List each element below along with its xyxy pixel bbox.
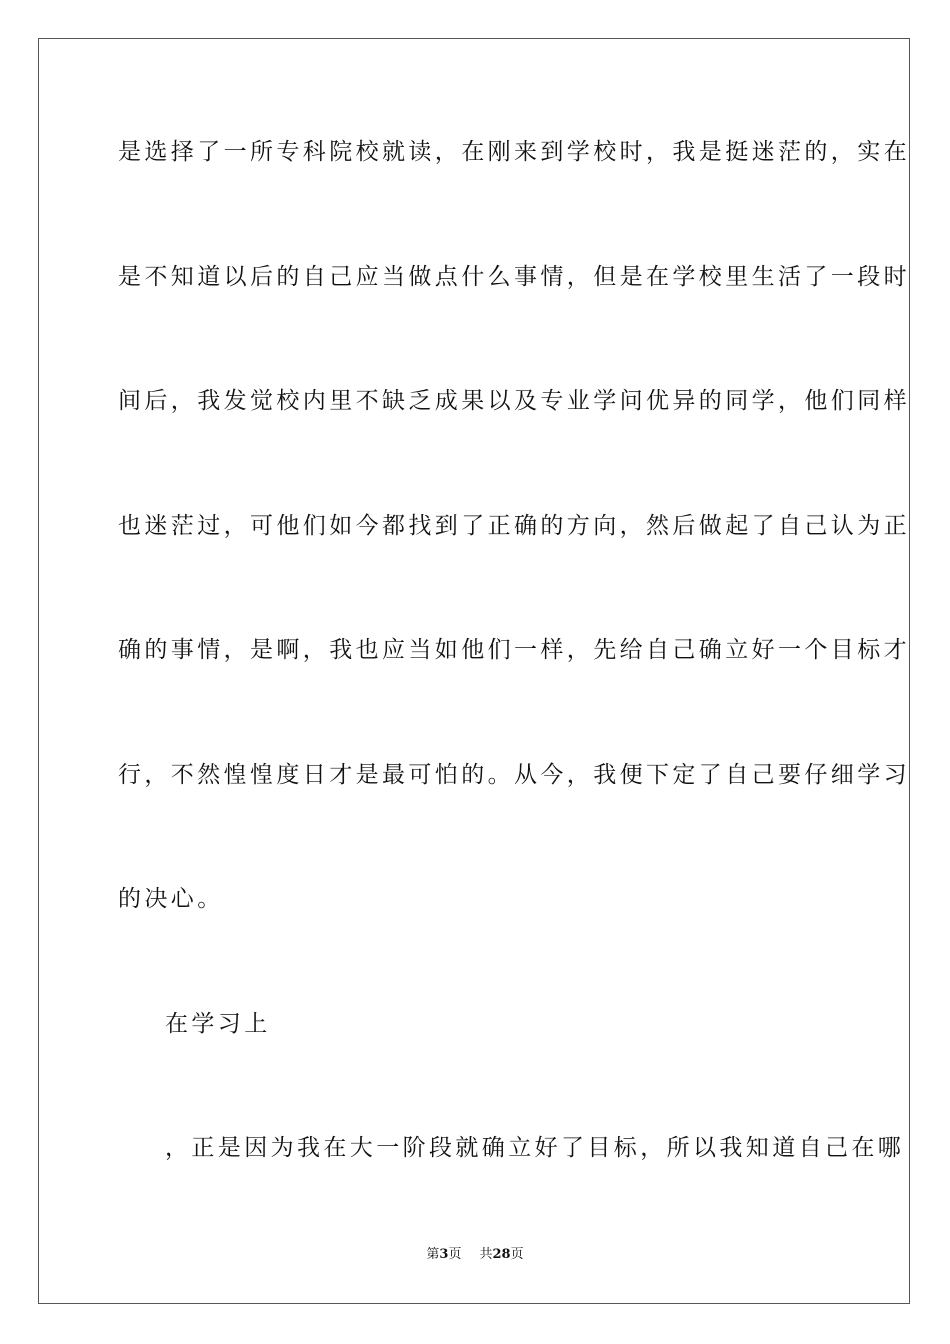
page-suffix: 页 — [448, 1247, 462, 1262]
total-suffix: 页 — [510, 1247, 524, 1262]
body-line-2: 是不知道以后的自己应当做点什么事情，但是在学校里生活了一段时 — [118, 264, 910, 290]
body-line-3: 间后，我发觉校内里不缺乏成果以及专业学问优异的同学，他们同样 — [118, 388, 910, 414]
body-line-continuation: ，正是因为我在大一阶段就确立好了目标，所以我知道自己在哪 — [165, 1135, 905, 1161]
section-heading: 在学习上 — [165, 1011, 271, 1037]
body-line-4: 也迷茫过，可他们如今都找到了正确的方向，然后做起了自己认为正 — [118, 513, 910, 539]
total-prefix: 共 — [479, 1247, 493, 1262]
page-border — [38, 38, 910, 1304]
page-number: 3 — [439, 1247, 449, 1262]
total-pages: 28 — [492, 1247, 511, 1262]
body-line-7: 的决心。 — [118, 886, 224, 912]
body-line-5: 确的事情，是啊，我也应当如他们一样，先给自己确立好一个目标才 — [118, 637, 910, 663]
body-line-6: 行，不然惶惶度日才是最可怕的。从今，我便下定了自己要仔细学习 — [118, 762, 910, 788]
page-prefix: 第 — [426, 1247, 440, 1262]
body-line-1: 是选择了一所专科院校就读，在刚来到学校时，我是挺迷茫的，实在 — [118, 139, 910, 165]
page-footer — [0, 1246, 950, 1264]
